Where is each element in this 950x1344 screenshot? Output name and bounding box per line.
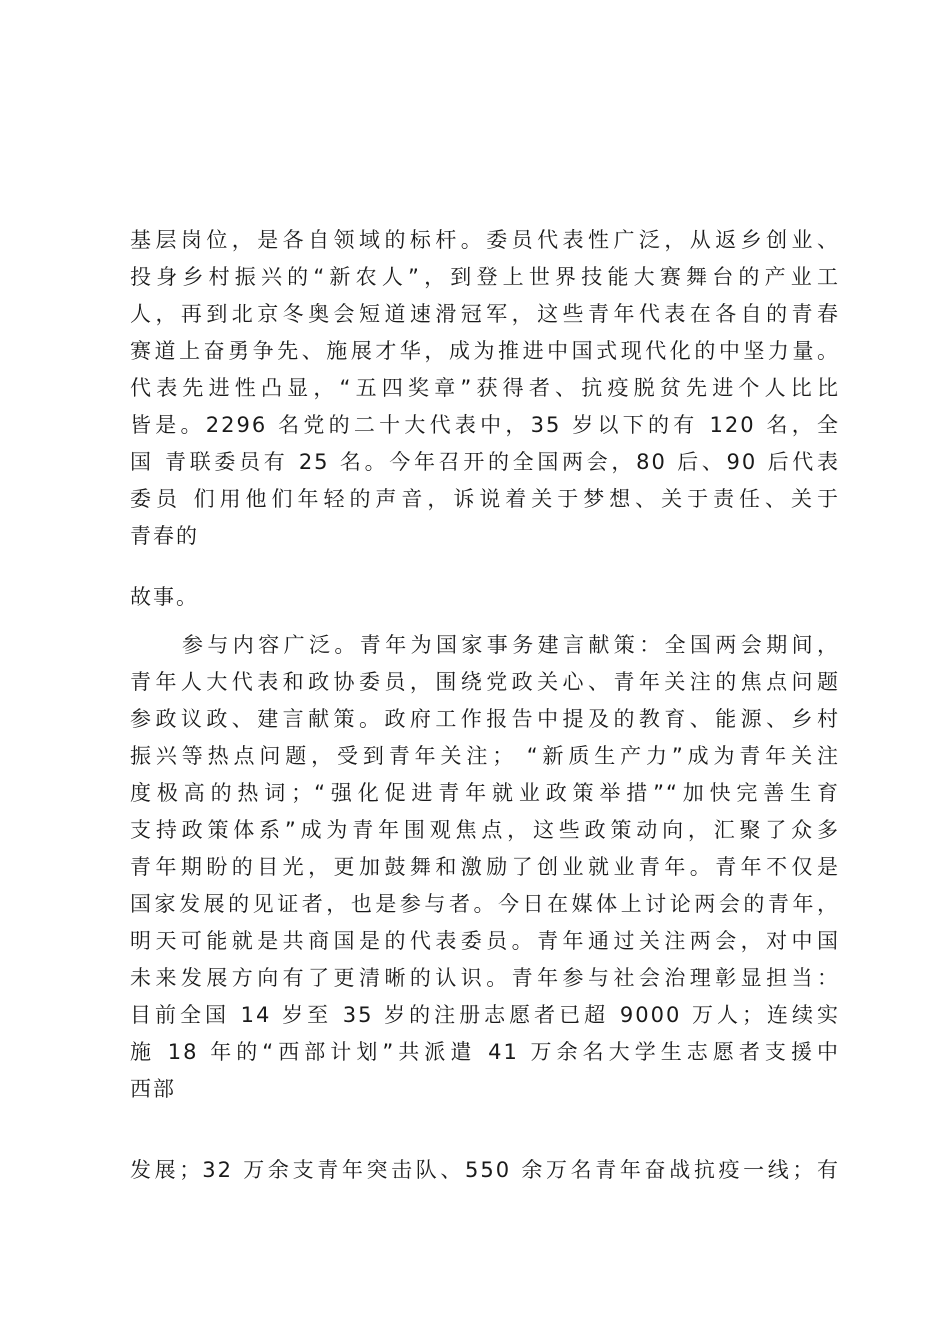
- text-line: 委员 们用他们年轻的声音，诉说着关于梦想、关于责任、关于: [130, 487, 840, 511]
- text-line: 基层岗位，是各自领域的标杆。委员代表性广泛，从返乡创业、: [130, 228, 840, 252]
- text-line: 未来发展方向有了更清晰的认识。青年参与社会治理彰显担当：: [130, 966, 840, 990]
- text-line: 青年期盼的目光，更加鼓舞和激励了创业就业青年。青年不仅是: [130, 855, 840, 879]
- text-line: 明天可能就是共商国是的代表委员。青年通过关注两会，对中国: [130, 929, 840, 953]
- text-line: 西部: [130, 1077, 176, 1101]
- text-line: 青春的: [130, 524, 199, 548]
- text-line: 度极高的热词；“强化促进青年就业政策举措”“加快完善生育: [130, 781, 840, 805]
- text-line: 国 青联委员有 25 名。今年召开的全国两会，80 后、90 后代表: [130, 450, 840, 474]
- text-line: 参政议政、建言献策。政府工作报告中提及的教育、能源、乡村: [130, 707, 840, 731]
- text-line: 青年人大代表和政协委员，围绕党政关心、青年关注的焦点问题: [130, 670, 840, 694]
- text-line: 赛道上奋勇争先、施展才华，成为推进中国式现代化的中坚力量。: [130, 339, 840, 363]
- text-line: 皆是。2296 名党的二十大代表中，35 岁以下的有 120 名，全: [130, 413, 840, 437]
- text-line: 国家发展的见证者，也是参与者。今日在媒体上讨论两会的青年，: [130, 892, 840, 916]
- text-line: 人，再到北京冬奥会短道速滑冠军，这些青年代表在各自的青春: [130, 302, 840, 326]
- text-line: 故事。: [130, 585, 199, 609]
- text-line: 目前全国 14 岁至 35 岁的注册志愿者已超 9000 万人；连续实: [130, 1003, 840, 1027]
- text-line: 代表先进性凸显，“五四奖章”获得者、抗疫脱贫先进个人比比: [130, 376, 840, 400]
- paragraph-representatives: [130, 222, 840, 555]
- text-line: 投身乡村振兴的“新农人”，到登上世界技能大赛舞台的产业工: [130, 265, 840, 289]
- text-line: 振兴等热点问题，受到青年关注； “新质生产力”成为青年关注: [130, 744, 840, 768]
- paragraph-development: [130, 1152, 840, 1189]
- text-line: 发展；32 万余支青年突击队、550 余万名青年奋战抗疫一线；有: [130, 1158, 840, 1182]
- paragraph-story-fragment: [130, 579, 840, 616]
- text-line: 支持政策体系”成为青年围观焦点，这些政策动向，汇聚了众多: [130, 818, 840, 842]
- text-line: 施 18 年的“西部计划”共派遣 41 万余名大学生志愿者支援中: [130, 1040, 840, 1064]
- paragraph-participation: [130, 627, 840, 1108]
- text-line: 参与内容广泛。青年为国家事务建言献策：全国两会期间，: [182, 633, 840, 657]
